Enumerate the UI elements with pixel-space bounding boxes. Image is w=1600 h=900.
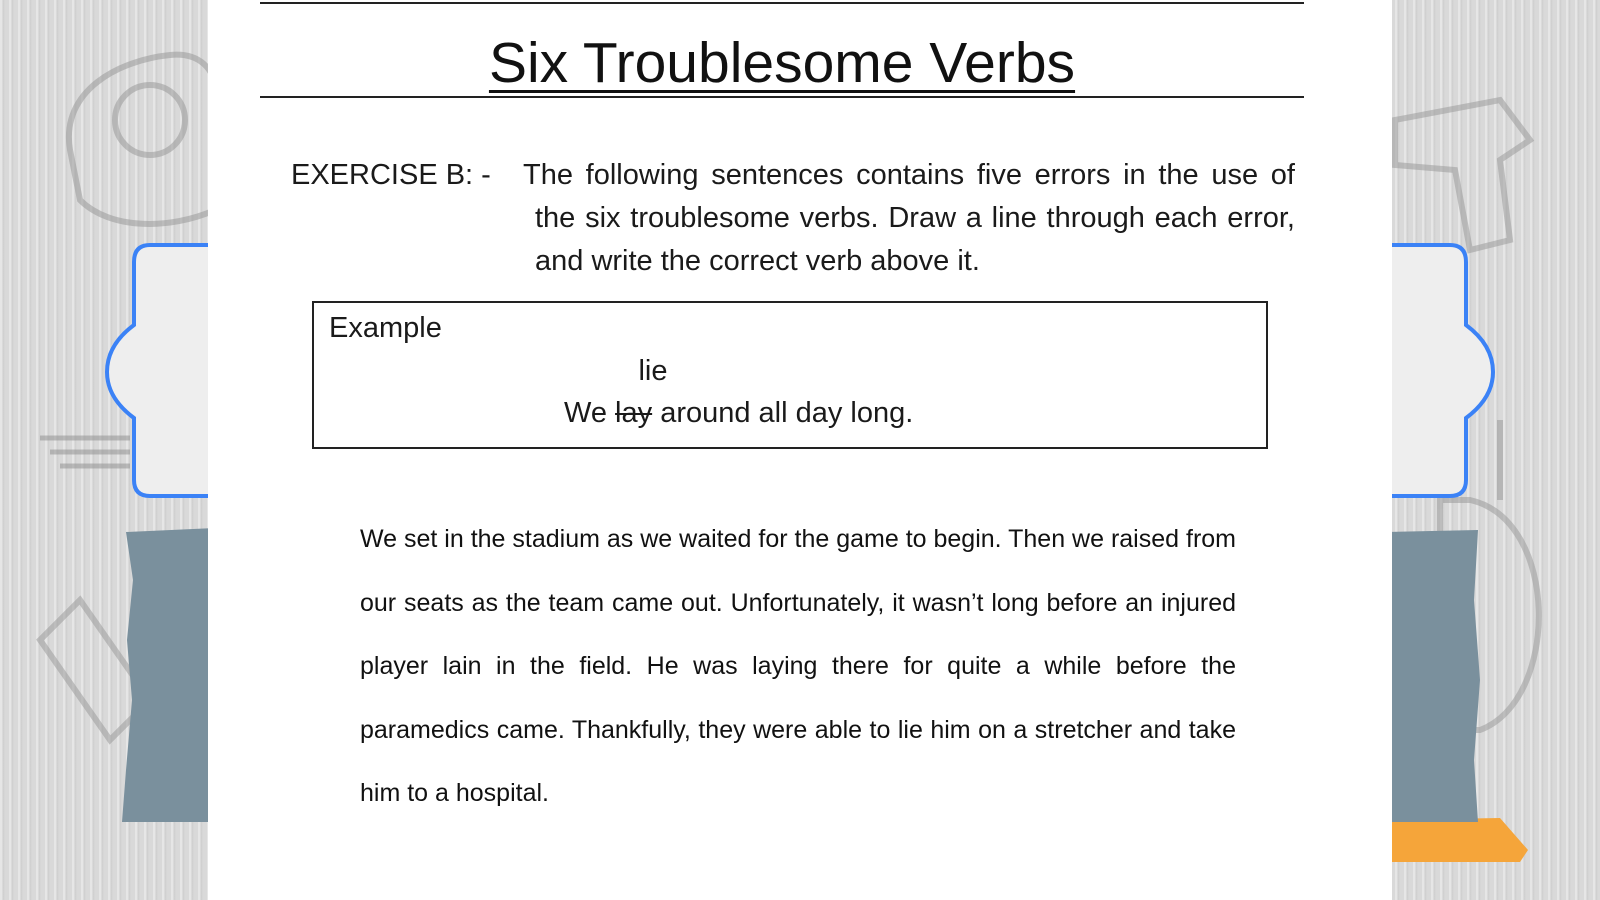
right-frame (1385, 245, 1493, 496)
example-sentence-end: around all day long. (660, 397, 914, 429)
title-rule (260, 96, 1304, 98)
left-frame (107, 245, 215, 496)
right-paper-strip (1385, 530, 1480, 822)
worksheet-title: Six Troublesome Verbs (488, 31, 1076, 95)
example-correction: lie (638, 355, 668, 387)
worksheet-page (208, 0, 1392, 900)
pistol-icon (1395, 100, 1530, 250)
example-label: Example (329, 312, 442, 344)
top-rule (260, 2, 1304, 4)
exercise-instructions-text: The following sentences contains five errors in the use of the six troublesome verbs. Draw a line through each error, and write the correct verb above it. (523, 159, 1295, 277)
left-paper-strip (122, 528, 215, 822)
binoculars-icon (69, 55, 215, 224)
exercise-label: EXERCISE B: - (291, 159, 491, 191)
example-box (312, 301, 1268, 449)
example-sentence (564, 397, 913, 430)
exercise-passage: We set in the stadium as we waited for the game to begin. Then we raised from our seats as the team came out. Unfortunately, it wasn’t long before an injured player lain in the field. He was laying there for quite a while before the paramedics came. Thankfully, they were able to lie him on a stretcher and take him to a hospital. (360, 525, 1236, 807)
example-error-word: lay (615, 397, 653, 429)
example-sentence-start: We (564, 397, 607, 429)
orange-paper-strip (1385, 818, 1528, 862)
